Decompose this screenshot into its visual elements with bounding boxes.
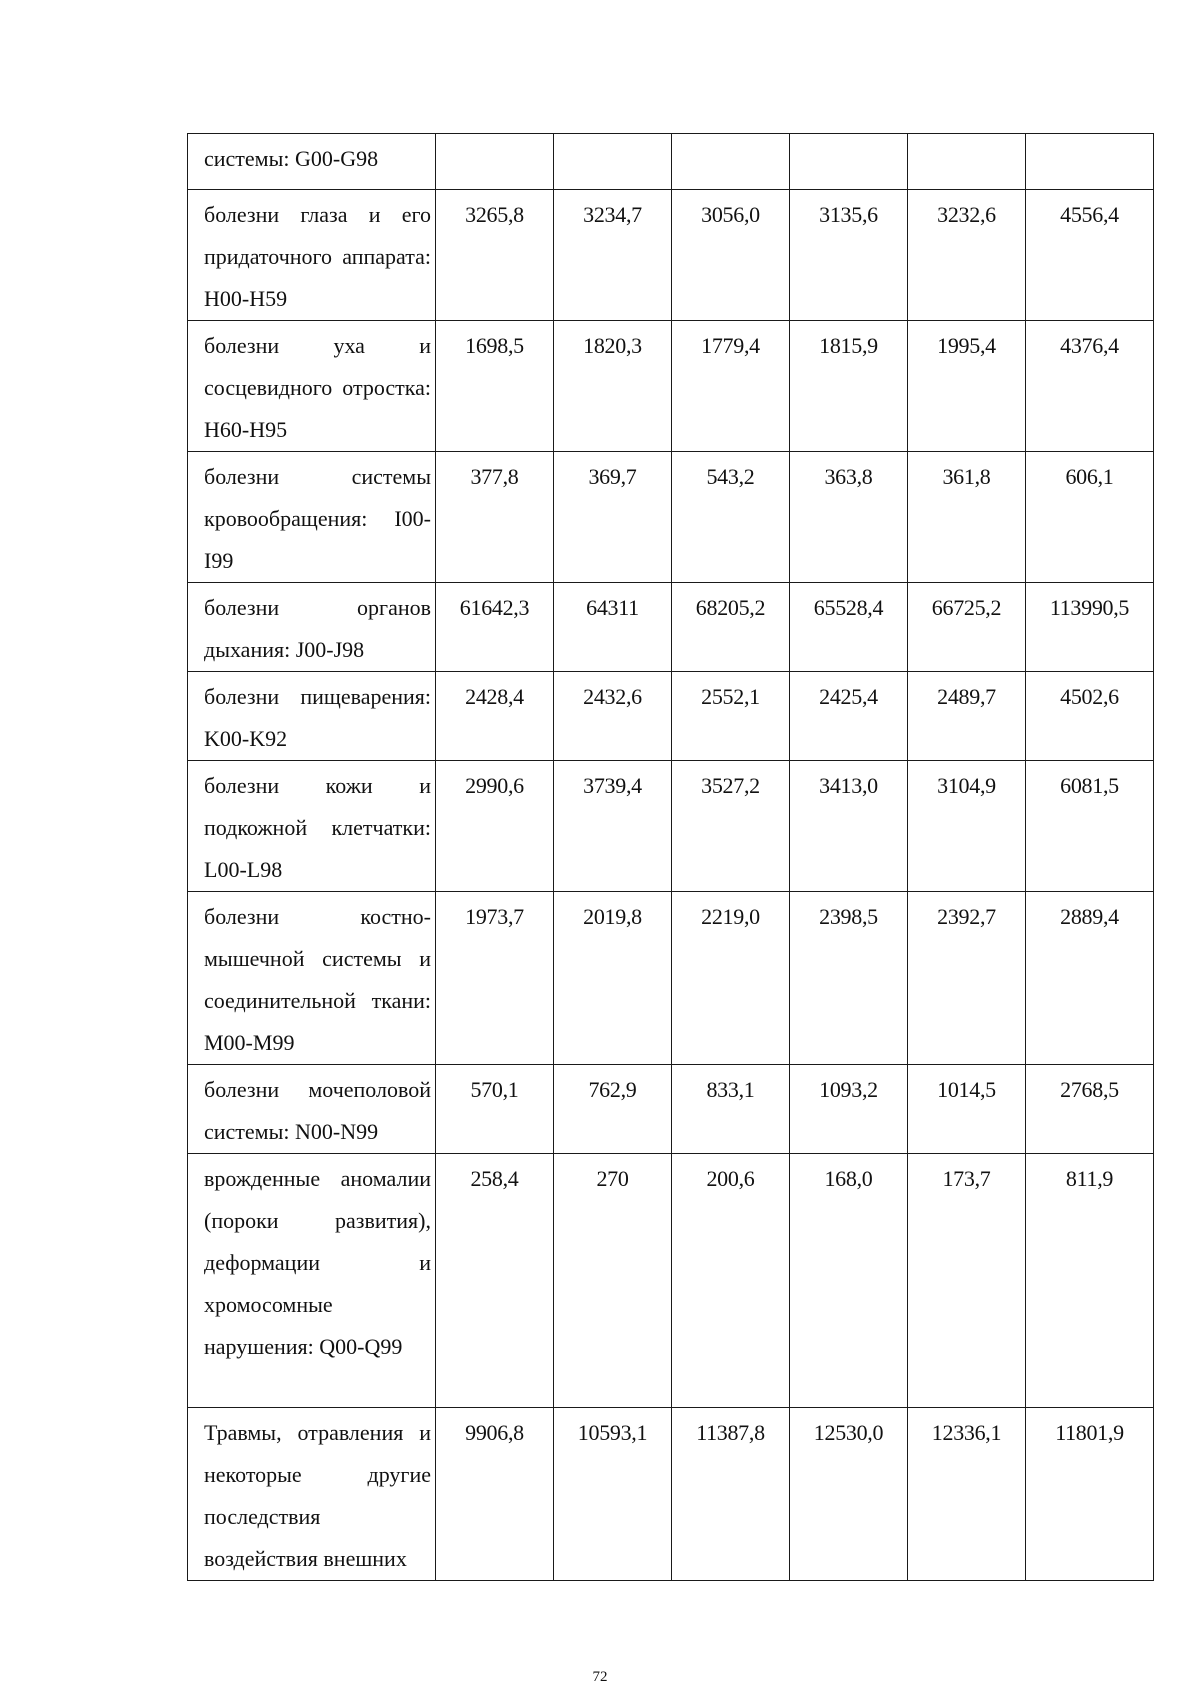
value-cell: 2552,1: [672, 672, 790, 761]
row-label-cell: [188, 321, 436, 452]
value-cell: 1014,5: [908, 1065, 1026, 1154]
value-cell: 2019,8: [554, 892, 672, 1065]
value-cell: 762,9: [554, 1065, 672, 1154]
value-cell: [908, 134, 1026, 190]
table-body: [188, 134, 1154, 1581]
value-cell: 361,8: [908, 452, 1026, 583]
table-row: [188, 134, 1154, 190]
value-cell: 200,6: [672, 1154, 790, 1408]
value-cell: 570,1: [436, 1065, 554, 1154]
row-label: Травмы, отравления и некоторые другие последствия воздействия внешних: [204, 1420, 431, 1571]
value-cell: 2398,5: [790, 892, 908, 1065]
value-cell: 6081,5: [1026, 761, 1154, 892]
row-label: врожденные аномалии (пороки развития), деформации и хромосомные нарушения: Q00-Q99: [204, 1166, 431, 1359]
page-number: 72: [592, 1669, 608, 1685]
table-row: [188, 1065, 1154, 1154]
value-cell: 1820,3: [554, 321, 672, 452]
table-row: [188, 672, 1154, 761]
value-cell: 2428,4: [436, 672, 554, 761]
value-cell: 363,8: [790, 452, 908, 583]
value-cell: 9906,8: [436, 1408, 554, 1581]
value-cell: 543,2: [672, 452, 790, 583]
row-label-cell: [188, 583, 436, 672]
row-label: болезни глаза и его придаточного аппарата: H00-H59: [204, 202, 431, 311]
value-cell: 1973,7: [436, 892, 554, 1065]
row-label: системы: G00-G98: [204, 146, 379, 171]
value-cell: 3413,0: [790, 761, 908, 892]
row-label-cell: [188, 190, 436, 321]
value-cell: 10593,1: [554, 1408, 672, 1581]
row-label-cell: [188, 1065, 436, 1154]
value-cell: 4502,6: [1026, 672, 1154, 761]
value-cell: 65528,4: [790, 583, 908, 672]
value-cell: 2219,0: [672, 892, 790, 1065]
value-cell: 1995,4: [908, 321, 1026, 452]
value-cell: 1698,5: [436, 321, 554, 452]
row-label: болезни кожи и подкожной клетчатки: L00-L98: [204, 773, 431, 882]
row-label: болезни органов дыхания: J00-J98: [204, 595, 431, 662]
value-cell: 2768,5: [1026, 1065, 1154, 1154]
value-cell: 3104,9: [908, 761, 1026, 892]
row-label: болезни пищеварения: K00-K92: [204, 684, 431, 751]
row-label: болезни мочеполовой системы: N00-N99: [204, 1077, 431, 1144]
value-cell: [672, 134, 790, 190]
value-cell: 258,4: [436, 1154, 554, 1408]
value-cell: [790, 134, 908, 190]
value-cell: 3739,4: [554, 761, 672, 892]
value-cell: 833,1: [672, 1065, 790, 1154]
row-label-cell: [188, 1408, 436, 1581]
value-cell: [1026, 134, 1154, 190]
value-cell: 1779,4: [672, 321, 790, 452]
row-label-cell: [188, 892, 436, 1065]
value-cell: 270: [554, 1154, 672, 1408]
value-cell: 377,8: [436, 452, 554, 583]
value-cell: [554, 134, 672, 190]
value-cell: 66725,2: [908, 583, 1026, 672]
value-cell: 369,7: [554, 452, 672, 583]
value-cell: 2425,4: [790, 672, 908, 761]
value-cell: 173,7: [908, 1154, 1026, 1408]
value-cell: 3232,6: [908, 190, 1026, 321]
value-cell: 2990,6: [436, 761, 554, 892]
value-cell: 64311: [554, 583, 672, 672]
value-cell: 2489,7: [908, 672, 1026, 761]
value-cell: 4376,4: [1026, 321, 1154, 452]
value-cell: 3527,2: [672, 761, 790, 892]
row-label-cell: [188, 452, 436, 583]
value-cell: 1093,2: [790, 1065, 908, 1154]
row-label: болезни уха и сосцевидного отростка: H60-H95: [204, 333, 431, 442]
value-cell: 2392,7: [908, 892, 1026, 1065]
value-cell: 113990,5: [1026, 583, 1154, 672]
row-label: болезни системы кровообращения: I00-I99: [204, 464, 431, 573]
value-cell: 3056,0: [672, 190, 790, 321]
table-row: [188, 1154, 1154, 1408]
value-cell: 1815,9: [790, 321, 908, 452]
value-cell: 61642,3: [436, 583, 554, 672]
table-row: [188, 190, 1154, 321]
table-row: [188, 761, 1154, 892]
value-cell: 68205,2: [672, 583, 790, 672]
value-cell: 2432,6: [554, 672, 672, 761]
table-row: [188, 1408, 1154, 1581]
value-cell: 3135,6: [790, 190, 908, 321]
table-row: [188, 583, 1154, 672]
value-cell: 168,0: [790, 1154, 908, 1408]
value-cell: 12530,0: [790, 1408, 908, 1581]
row-label-cell: [188, 672, 436, 761]
row-label-cell: [188, 761, 436, 892]
value-cell: [436, 134, 554, 190]
value-cell: 3234,7: [554, 190, 672, 321]
value-cell: 606,1: [1026, 452, 1154, 583]
value-cell: 2889,4: [1026, 892, 1154, 1065]
value-cell: 11387,8: [672, 1408, 790, 1581]
table-row: [188, 892, 1154, 1065]
row-label: болезни костно-мышечной системы и соединительной ткани: M00-M99: [204, 904, 431, 1055]
value-cell: 4556,4: [1026, 190, 1154, 321]
table-row: [188, 321, 1154, 452]
morbidity-table: [187, 133, 1154, 1581]
value-cell: 811,9: [1026, 1154, 1154, 1408]
row-label-cell: [188, 134, 436, 190]
table-row: [188, 452, 1154, 583]
value-cell: 3265,8: [436, 190, 554, 321]
value-cell: 11801,9: [1026, 1408, 1154, 1581]
row-label-cell: [188, 1154, 436, 1408]
value-cell: 12336,1: [908, 1408, 1026, 1581]
